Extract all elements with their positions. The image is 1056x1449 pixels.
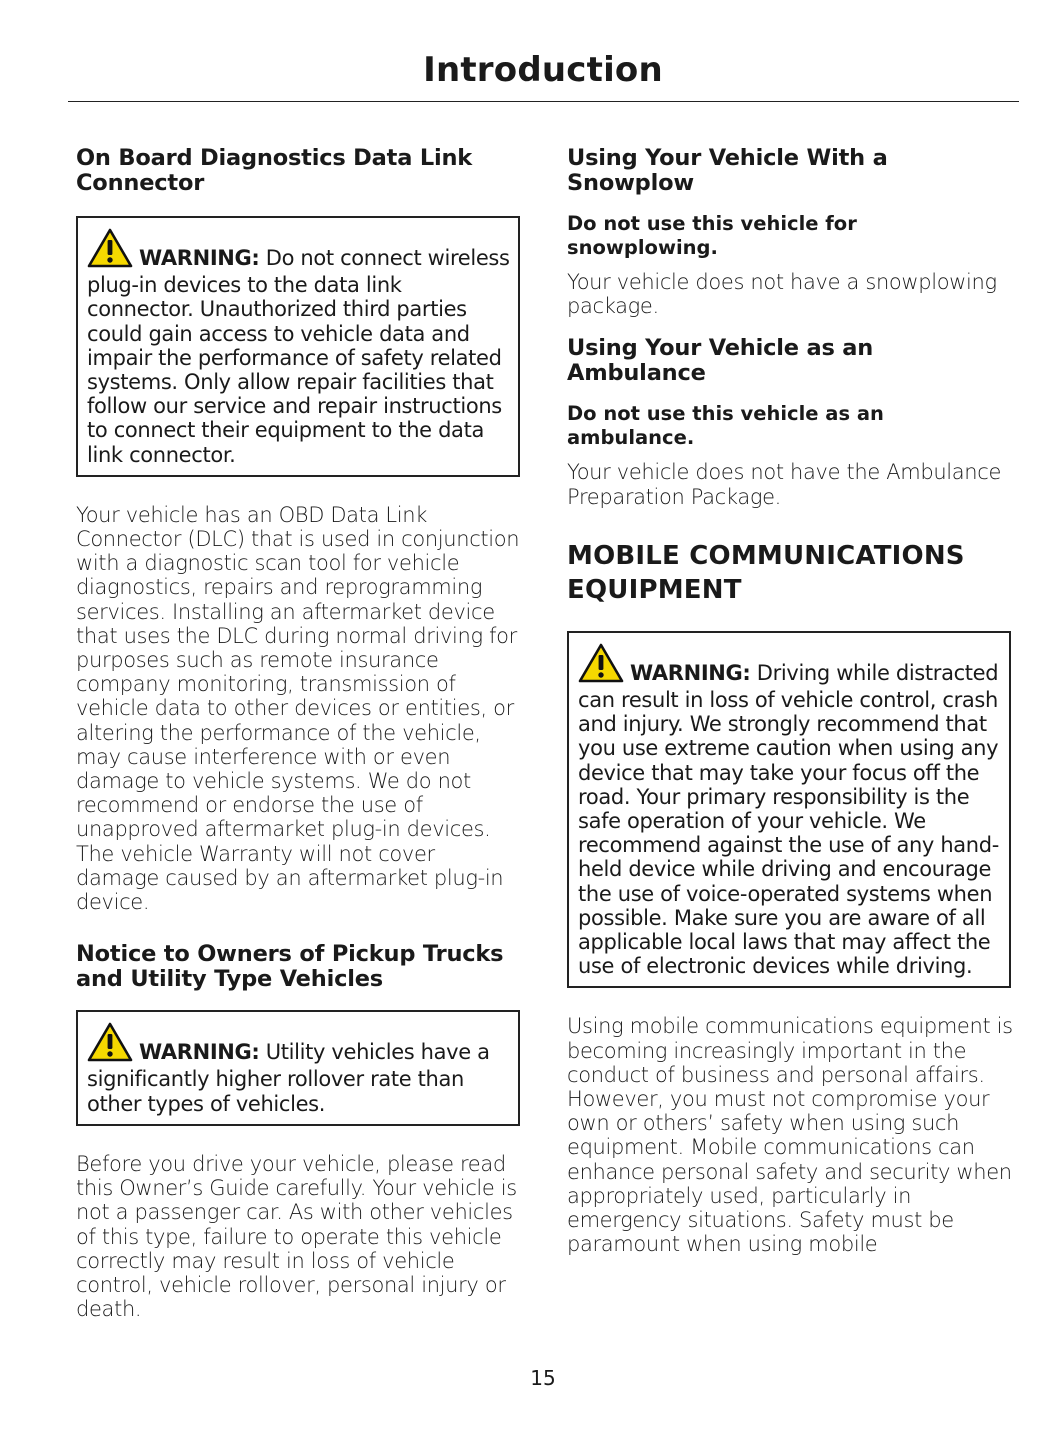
page-number: 15 — [530, 1366, 556, 1390]
pickup-warning-paragraph — [87, 1022, 510, 1116]
snowplow-bold: Do not use this vehicle for snowplowing. — [567, 212, 857, 259]
ambulance-heading: Using Your Vehicle as an Ambulance — [567, 335, 874, 387]
mobile-warning-text: Driving while distracted can result in loss of vehicle control, crash and injury. We strongly recommend that you use extreme caution when using any device that may take your focus off the road. Your primary responsibility is the safe operation of your vehicle. We recommend against the use of any hand-held device while driving and encourage the use of voice-operated systems when possible. Make sure you are aware of all applicable local laws that may affect the use of electronic devices while driving. — [578, 660, 999, 979]
page-title: Introduction — [423, 50, 663, 90]
obd-warning-text: Do not connect wireless plug-in devices to the data link connector. Unauthorized third parties could gain access to vehicle data and impair the performance of safety related systems. Only allow repair facilities that follow our service and repair instructions to connect their equipment to the data link connector. — [87, 246, 510, 467]
ambulance-bold: Do not use this vehicle as an ambulance. — [567, 402, 884, 450]
mobile-warning-box — [567, 631, 1011, 989]
warning-triangle-icon — [87, 228, 133, 273]
pickup-warning-text: Utility vehicles have a significantly higher rollover rate than other types of vehicles. — [87, 1040, 490, 1116]
obd-warning-label: WARNING: — [139, 246, 260, 270]
mobile-warning-label: WARNING: — [630, 660, 751, 685]
obd-warning-box — [76, 216, 520, 477]
right-column — [567, 146, 1013, 1256]
pickup-warning-label: WARNING: — [139, 1040, 260, 1065]
mobile-body: Using mobile communications equipment is becoming increasingly important in the conduct of business and personal affairs. However, you must not compromise your own or others’ safety when using such equipment. Mobile communications can enhance personal safety and security when appropriately used, particularly in emergency situations. Safety must be paramount when using mobile — [567, 1014, 1013, 1257]
snowplow-heading: Using Your Vehicle With a Snowplow — [567, 145, 888, 196]
pickup-warning-box — [76, 1010, 520, 1126]
warning-triangle-icon — [87, 1022, 133, 1067]
mobile-heading: MOBILE COMMUNICATIONS EQUIPMENT — [567, 540, 965, 605]
snowplow-body: Your vehicle does not have a snowplowing package. — [567, 270, 997, 319]
obd-heading: On Board Diagnostics Data Link Connector — [76, 145, 473, 196]
warning-triangle-icon — [578, 643, 624, 688]
obd-warning-paragraph — [87, 228, 510, 467]
title-divider — [68, 101, 1019, 102]
pickup-body: Before you drive your vehicle, please read this Owner’s Guide carefully. Your vehicle is not a passenger car. As with other vehicles of this type, failure to operate this vehicle correctly may result in loss of vehicle control, vehicle rollover, personal injury or death. — [76, 1151, 517, 1322]
mobile-warning-paragraph — [578, 643, 1001, 979]
ambulance-body: Your vehicle does not have the Ambulance Preparation Package. — [567, 460, 1002, 509]
left-column — [76, 146, 522, 1321]
obd-body: Your vehicle has an OBD Data Link Connector (DLC) that is used in conjunction with a diagnostic scan tool for vehicle diagnostics, repairs and reprogramming services. Installing an aftermarket device that uses the DLC during normal driving for purposes such as remote insurance company monitoring, transmission of vehicle data to other devices or entities, or altering the performance of the vehicle, may cause interference with or even damage to vehicle systems. We do not recommend or endorse the use of unapproved aftermarket plug-in devices. The vehicle Warranty will not cover damage caused by an aftermarket plug-in device. — [76, 502, 520, 915]
pickup-heading: Notice to Owners of Pickup Trucks and Utility Type Vehicles — [76, 941, 504, 993]
